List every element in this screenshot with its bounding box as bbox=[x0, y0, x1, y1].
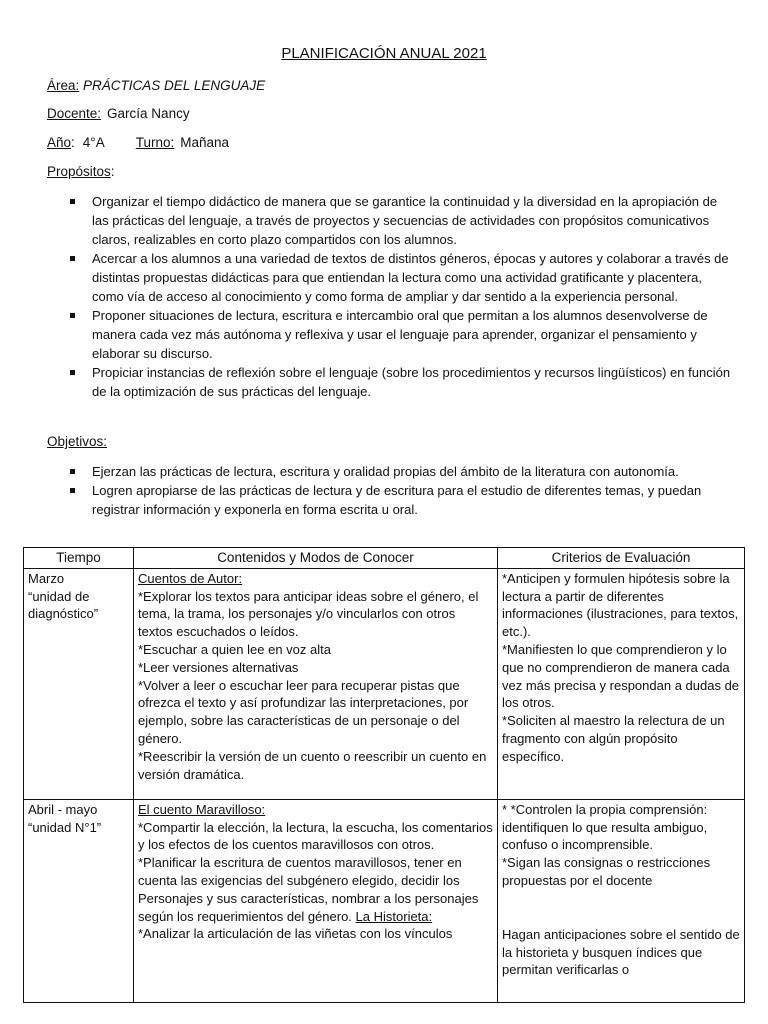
turno-value: Mañana bbox=[180, 135, 230, 150]
anio-label: Año bbox=[47, 135, 72, 150]
list-item: Ejerzan las prácticas de lectura, escritura y oralidad propias del ámbito de la literatura con autonomía. bbox=[68, 462, 732, 481]
docente-label: Docente: bbox=[47, 106, 102, 121]
list-item: Acercar a los alumnos a una variedad de textos de distintos géneros, épocas y autores y colaborar a través de distintas propuestas didácticas para que entiendan la lectura como una actividad gratificante y placentera, como vía de acceso al conocimiento y como forma de ampliar y dar sentido a la experiencia personal. bbox=[68, 249, 732, 306]
list-item: Propiciar instancias de reflexión sobre el lenguaje (sobre los procedimientos y recursos lingüísticos) en función de la optimización de sus prácticas del lenguaje. bbox=[68, 363, 732, 401]
criterio-item: *Soliciten al maestro la relectura de un fragmento con algún propósito específico. bbox=[502, 713, 725, 764]
contenido-title: El cuento Maravilloso: bbox=[138, 801, 266, 817]
contenido-title-2: La Historieta: bbox=[355, 908, 433, 924]
contenido-item: *Escuchar a quien lee en voz alta bbox=[138, 641, 331, 657]
criterios-cell bbox=[498, 799, 745, 1002]
contenido-item: *Explorar los textos para anticipar ideas sobre el género, el tema, la trama, los personajes y/o vincularlos con otros textos escuchados o leídos. bbox=[138, 588, 479, 640]
anio-turno-field bbox=[47, 133, 229, 152]
contenido-item: *Analizar la articulación de las viñetas con los vínculos bbox=[138, 926, 453, 942]
objetivos-label: Objetivos: bbox=[47, 434, 108, 449]
area-label: Área: bbox=[47, 78, 80, 93]
turno-label: Turno: bbox=[135, 135, 175, 150]
contenido-item: *Compartir la elección, la lectura, la escucha, los comentarios y los efectos de los cuentos maravillosos con otros. bbox=[138, 819, 493, 853]
contenido-item: *Leer versiones alternativas bbox=[138, 659, 299, 675]
objetivos-heading bbox=[47, 432, 107, 451]
docente-value: García Nancy bbox=[107, 106, 190, 121]
criterio-item: *Anticipen y formulen hipótesis sobre la lectura a partir de diferentes informaciones (ilustraciones, para textos, etc.). bbox=[502, 570, 739, 640]
tiempo-month: Marzo bbox=[28, 570, 65, 586]
docente-field bbox=[47, 104, 190, 123]
contenidos-cell bbox=[134, 799, 498, 1002]
area-field bbox=[47, 76, 265, 95]
tiempo-cell bbox=[24, 568, 134, 799]
criterios-cell bbox=[498, 568, 745, 799]
contenido-item: *Planificar la escritura de cuentos maravillosos, tener en cuenta las exigencias del subgénero elegido, decidir los Personajes y sus características, nombrar a los personajes según los requerimientos del género. bbox=[138, 855, 479, 924]
table-row bbox=[24, 799, 745, 1002]
anio-value: 4°A bbox=[82, 135, 104, 150]
list-item: Organizar el tiempo didáctico de manera que se garantice la continuidad y la diversidad en la apropiación de las prácticas del lenguaje, a través de proyectos y secuencias de actividades con propósitos comunicativos claros, realizables en corto plazo compartidos con los alumnos. bbox=[68, 192, 732, 249]
tiempo-cell bbox=[24, 799, 134, 1002]
propositos-sep: : bbox=[110, 164, 115, 179]
planning-table bbox=[23, 547, 745, 1003]
criterio-item: * *Controlen la propia comprensión: identifiquen lo que resulta ambiguo, confuso o incomprensible. bbox=[502, 801, 708, 853]
criterio-item: Hagan anticipaciones sobre el sentido de la historieta y busquen índices que permitan verificarlas o bbox=[502, 926, 740, 978]
list-item: Proponer situaciones de lectura, escritura e intercambio oral que permitan a los alumnos desenvolverse de manera cada vez más autónoma y reflexiva y usar el lenguaje para aprender, organizar el pensamiento y elaborar su discurso. bbox=[68, 306, 732, 363]
table-row bbox=[24, 568, 745, 799]
contenido-title: Cuentos de Autor: bbox=[138, 570, 243, 586]
tiempo-unit: “unidad de diagnóstico” bbox=[28, 588, 99, 622]
list-item: Logren apropiarse de las prácticas de lectura y de escritura para el estudio de diferentes temas, y puedan registrar información y exponerla en forma escrita u oral. bbox=[68, 481, 732, 519]
page-title: PLANIFICACIÓN ANUAL 2021 bbox=[281, 45, 487, 62]
header-criterios: Criterios de Evaluación bbox=[498, 548, 745, 569]
propositos-heading bbox=[47, 162, 115, 181]
tiempo-unit: “unidad N°1” bbox=[28, 819, 102, 835]
propositos-label: Propósitos bbox=[47, 164, 111, 179]
table-header-row bbox=[24, 548, 745, 569]
anio-sep: : bbox=[71, 135, 75, 150]
area-value: PRÁCTICAS DEL LENGUAJE bbox=[83, 78, 266, 93]
objetivos-list bbox=[68, 462, 732, 519]
contenido-item: *Reescribir la versión de un cuento o reescribir un cuento en versión dramática. bbox=[138, 748, 487, 782]
contenidos-cell bbox=[134, 568, 498, 799]
propositos-list bbox=[68, 192, 732, 401]
criterio-item: *Manifiesten lo que comprendieron y lo que no comprendieron de manera cada vez más precisa y respondan a dudas de los otros. bbox=[502, 641, 740, 711]
criterio-item: *Sigan las consignas o restricciones propuestas por el docente bbox=[502, 855, 711, 888]
header-tiempo: Tiempo bbox=[24, 548, 134, 569]
header-contenidos: Contenidos y Modos de Conocer bbox=[134, 548, 498, 569]
tiempo-month: Abril - mayo bbox=[28, 801, 98, 817]
contenido-item: *Volver a leer o escuchar leer para recuperar pistas que ofrezca el texto y así profundizar las interpretaciones, por ejemplo, sobre las características de un personaje o del género. bbox=[138, 677, 469, 746]
